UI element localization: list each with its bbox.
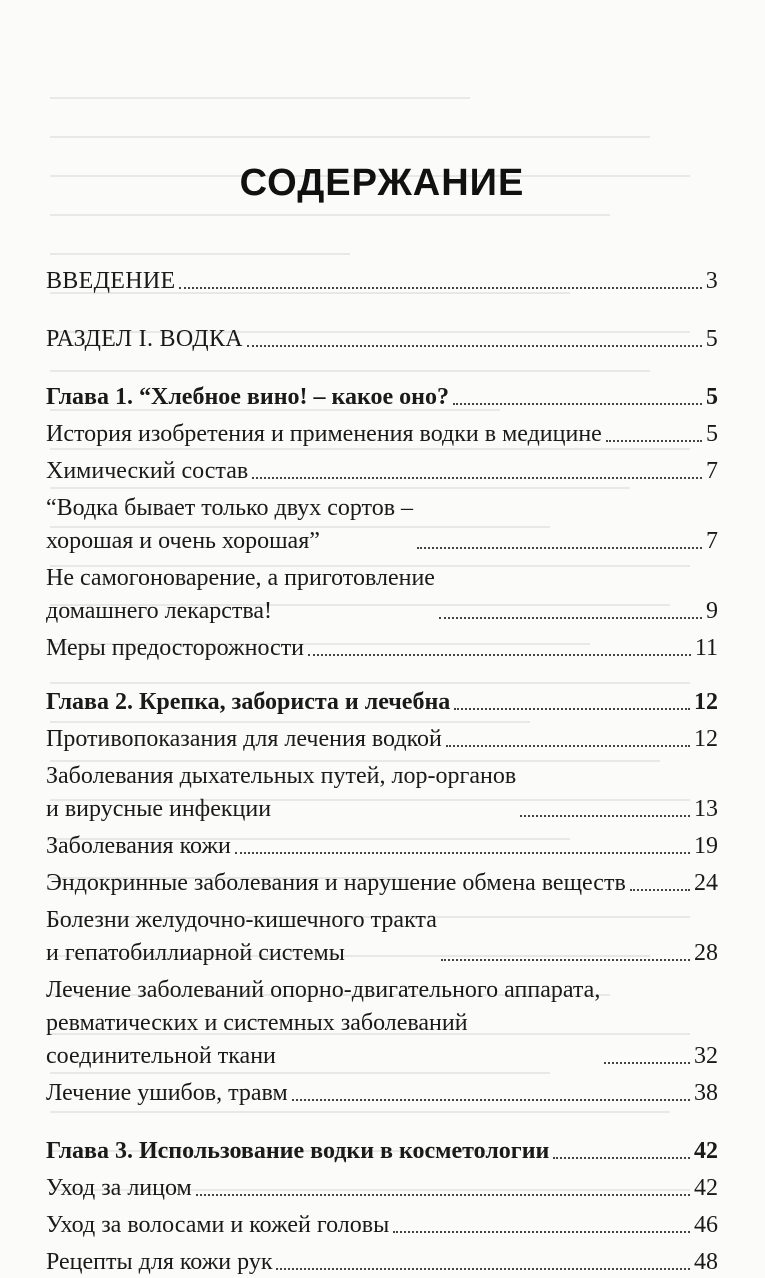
toc-page-number: 38 (694, 1080, 718, 1106)
toc-page-number: 12 (694, 726, 718, 752)
toc-entry-title: Меры предосторожности (46, 635, 305, 661)
toc-entry-title: Не самогоноварение, а приготовление (46, 565, 435, 591)
toc-entry-title-continued: и гепатобиллиарной системы (46, 940, 345, 966)
dot-leader (417, 547, 702, 549)
toc-page-number: 42 (694, 1175, 718, 1201)
toc-entry-title-continued: и вирусные инфекции (46, 796, 272, 822)
dot-leader (553, 1157, 690, 1159)
toc-entry-chapter-2 (46, 686, 718, 718)
toc-entry-title-continued: домашнего лекарства! (46, 598, 273, 624)
toc-entry-title-continued: ревматических и системных заболеваний (46, 1010, 468, 1036)
dot-leader (439, 617, 702, 619)
toc-entry-title: Болезни желудочно-кишечного тракта (46, 907, 437, 933)
dot-leader (252, 477, 702, 479)
dot-leader (196, 1194, 690, 1196)
toc-entry (46, 974, 718, 1072)
toc-entry-title: Уход за волосами и кожей головы (46, 1212, 390, 1238)
toc-page-number: 7 (706, 528, 718, 554)
dot-leader (604, 1062, 690, 1064)
dot-leader (276, 1268, 690, 1270)
toc-entry-title-continued: хорошая и очень хорошая” (46, 528, 320, 554)
dot-leader (179, 287, 701, 289)
page-title: СОДЕРЖАНИЕ (239, 162, 525, 204)
toc-entry (46, 1172, 718, 1204)
toc-page-number: 48 (694, 1249, 718, 1275)
dot-leader (454, 708, 690, 710)
dot-leader (453, 403, 702, 405)
toc-entry (46, 1209, 718, 1241)
toc-page-number: 5 (706, 421, 718, 447)
toc-entry (46, 904, 718, 969)
toc-page-number: 32 (694, 1043, 718, 1069)
toc-page-number: 19 (694, 833, 718, 859)
toc-entry-title: Эндокринные заболевания и нарушение обмена веществ (46, 870, 626, 896)
toc-page-number: 9 (706, 598, 718, 624)
toc-entry-title: Противопоказания для лечения водкой (46, 726, 442, 752)
dot-leader (292, 1099, 690, 1101)
toc-page-number: 5 (705, 326, 718, 352)
toc-entry-introduction (46, 265, 718, 297)
toc-page-number: 13 (694, 796, 718, 822)
toc-page-number: 11 (694, 635, 718, 661)
dot-leader (446, 745, 690, 747)
dot-leader (630, 889, 690, 891)
toc-entry-section-1 (46, 323, 718, 355)
toc-entry-title: Уход за лицом (46, 1175, 192, 1201)
toc-entry (46, 418, 718, 450)
dot-leader (235, 852, 690, 854)
toc-entry (46, 492, 718, 557)
toc-entry-title: Рецепты для кожи рук (46, 1249, 273, 1275)
toc-entry-chapter-3 (46, 1135, 718, 1167)
toc-entry (46, 760, 718, 825)
toc-entry-title: “Водка бывает только двух сортов – (46, 495, 414, 521)
toc-page-number: 12 (694, 689, 718, 715)
toc-page-number: 3 (705, 268, 718, 294)
toc-entry-title: Глава 2. Крепка, забориста и лечебна (46, 689, 451, 715)
toc-entry-title: Химический состав (46, 458, 249, 484)
toc-entry-title: Заболевания дыхательных путей, лор-органов (46, 763, 517, 789)
toc-entry-chapter-1 (46, 381, 718, 413)
toc-entry-title: Лечение ушибов, травм (46, 1080, 288, 1106)
toc-entry-title-continued: соединительной ткани (46, 1043, 276, 1069)
toc-page-number: 28 (694, 940, 718, 966)
toc-entry (46, 562, 718, 627)
toc-entry-title: Глава 3. Использование водки в косметологии (46, 1138, 550, 1164)
toc-page-number: 5 (706, 384, 718, 410)
toc-page-number: 7 (706, 458, 718, 484)
toc-entry (46, 867, 718, 899)
toc-entry (46, 632, 718, 664)
dot-leader (308, 654, 691, 656)
dot-leader (247, 345, 702, 347)
toc-page-number: 46 (694, 1212, 718, 1238)
toc-entry (46, 1246, 718, 1278)
toc-page-number: 42 (694, 1138, 718, 1164)
toc-entry-title: Лечение заболеваний опорно-двигательного аппарата, (46, 977, 601, 1003)
toc-entry (46, 723, 718, 755)
dot-leader (393, 1231, 690, 1233)
dot-leader (606, 440, 702, 442)
toc-entry (46, 1077, 718, 1109)
table-of-contents (46, 162, 718, 1278)
toc-entry-title: История изобретения и применения водки в медицине (46, 421, 602, 447)
dot-leader (441, 959, 690, 961)
toc-entry (46, 455, 718, 487)
dot-leader (520, 815, 690, 817)
toc-entry-title: РАЗДЕЛ I. ВОДКА (46, 326, 243, 352)
toc-entry-title: Заболевания кожи (46, 833, 231, 859)
toc-entry (46, 830, 718, 862)
toc-page-number: 24 (694, 870, 718, 896)
toc-entry-title: ВВЕДЕНИЕ (46, 268, 176, 294)
toc-entry-title: Глава 1. “Хлебное вино! – какое оно? (46, 384, 449, 410)
